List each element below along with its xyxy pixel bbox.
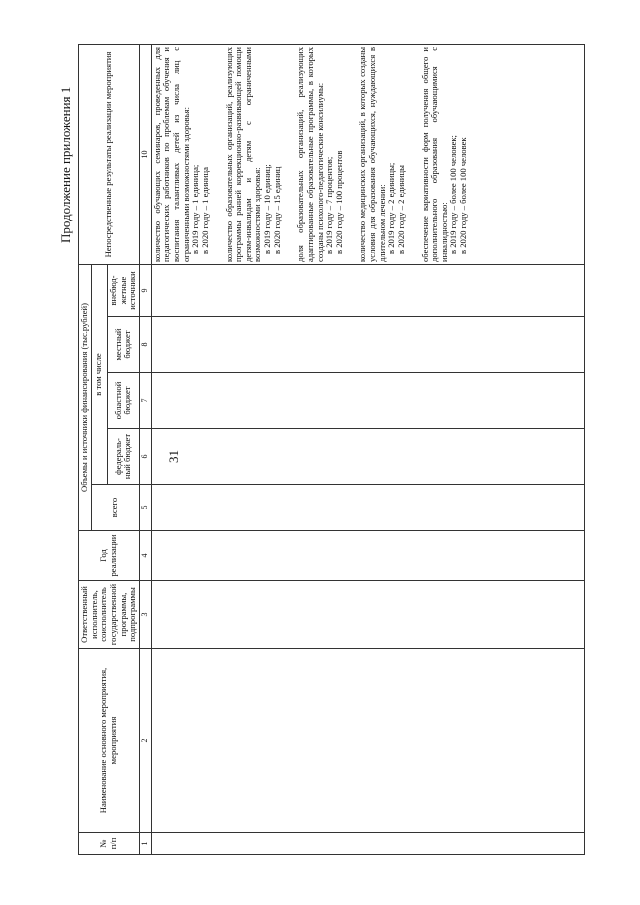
cell-local <box>151 317 584 373</box>
result-item <box>153 47 211 262</box>
header-executor: Ответственный исполнитель, соисполнитель государственной программы, подпрограммы <box>79 581 140 649</box>
header-including: в том числе <box>91 264 107 484</box>
header-funding: Объемы и источники финансирования (тыс.рублей) <box>79 264 92 530</box>
result-text: доля образовательных организаций, реализующих адаптированные образовательные программы, в которых созданы психолого-педагогические консилиумы: <box>295 46 325 262</box>
cell-federal <box>151 429 584 485</box>
column-number: 4 <box>139 531 151 581</box>
header-activity-name: Наименование основного мероприятия, мероприятия <box>79 649 140 833</box>
column-number: 2 <box>139 649 151 833</box>
column-number: 3 <box>139 581 151 649</box>
cell-executor <box>151 581 584 649</box>
cell-year <box>151 531 584 581</box>
column-number: 9 <box>139 264 151 316</box>
result-value: в 2020 году – более 100 человек <box>458 137 468 254</box>
page-number: 31 <box>166 450 181 463</box>
column-number: 6 <box>139 429 151 485</box>
header-federal-budget: федераль-ный бюджет <box>107 429 139 485</box>
result-item <box>421 47 469 262</box>
header-year: Год реализации <box>79 531 140 581</box>
result-item <box>296 47 344 262</box>
result-value: в 2019 году – 10 единиц; <box>262 164 272 254</box>
result-text: количество обучающих семинаров, проведенных для педагогических работников по проблемам обучения и воспитания талантливых детей из числа лиц с ограниченными возможностями здоровья: <box>151 46 191 262</box>
cell-activity-name <box>151 649 584 833</box>
header-results: Непосредственные результаты реализации мероприятия <box>79 44 140 264</box>
header-total: всего <box>91 485 139 531</box>
appendix-continuation-label: Продолжение приложения 1 <box>58 86 73 243</box>
column-number: 8 <box>139 317 151 373</box>
result-text: количество медицинских организаций, в которых созданы условия для образования обучающихся, нуждающихся в длительном лечении: <box>357 46 387 262</box>
result-item <box>225 47 283 262</box>
result-value: в 2020 году – 100 процентов <box>333 150 344 254</box>
column-number: 10 <box>139 44 151 264</box>
result-value: в 2019 году – более 100 человек; <box>448 135 459 254</box>
header-extrabudgetary: внебюд-жетные источники <box>107 264 139 316</box>
header-local-budget: местный бюджет <box>107 317 139 373</box>
header-num: № п/п <box>79 833 140 855</box>
cell-num <box>151 833 584 855</box>
program-activities-table <box>78 44 585 855</box>
column-number: 7 <box>139 373 151 429</box>
column-number-row <box>139 44 151 854</box>
column-number: 1 <box>139 833 151 855</box>
result-item <box>358 47 406 262</box>
result-text: количество образовательных организаций, реализующих программы ранней коррекционно-развивающей помощи детям-инвалидам и детям с ограниченными возможностями здоровья: <box>223 46 263 262</box>
result-value: в 2020 году – 1 единица <box>199 167 210 254</box>
header-regional-budget: областной бюджет <box>107 373 139 429</box>
result-value: в 2019 году – 7 процентов; <box>324 156 335 254</box>
table-header-row <box>79 44 92 854</box>
result-text: обеспечение вариативности форм получения общего и дополнительного образования обучающимися с инвалидностью: <box>419 46 449 262</box>
cell-regional <box>151 373 584 429</box>
cell-total <box>151 485 584 531</box>
table-row <box>151 44 584 854</box>
result-value: в 2019 году – 2 единицы; <box>386 162 397 254</box>
result-value: в 2020 году – 15 единиц <box>271 166 282 254</box>
column-number: 5 <box>139 485 151 531</box>
result-value: в 2019 году – 1 единица; <box>190 164 201 254</box>
cell-extra <box>151 264 584 316</box>
cell-results <box>151 44 584 264</box>
result-value: в 2020 году – 2 единицы <box>395 165 406 254</box>
